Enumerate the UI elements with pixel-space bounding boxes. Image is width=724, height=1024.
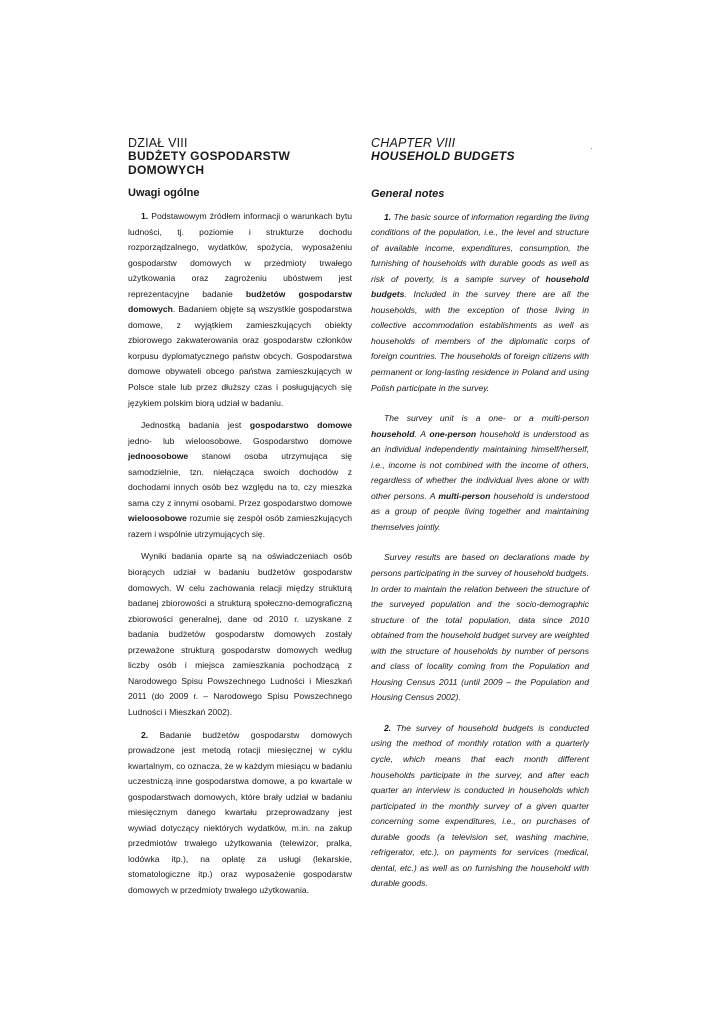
text: rozumie się zespół osób zamieszkujących razem i wspólnie utrzymujących się. <box>128 513 352 539</box>
chapter-title-en: HOUSEHOLD BUDGETS <box>371 149 515 163</box>
paragraph-3-pl: Wyniki badania oparte są na oświadczeniach osób biorących udział w badaniu budżetów gospodarstw domowych. W celu zachowania relacji między strukturą badanej zbiorowości a strukturą społeczno-demograficzną zbiorowości generalnej, dane od 2010 r. uzyskane z badania budżetów gospodarstw domowych zostały przeważone strukturą gospodarstw domowych według liczby osób i miejsca zamieszkania pochodzącą z Narodowego Spisu Powszechnego Ludności i Mieszkań 2011 (do 2009 r. – Narodowego Spisu Powszechnego Ludności i Mieszkań 2002). <box>128 551 352 717</box>
notes-heading-en: General notes <box>371 187 445 200</box>
term: wieloosobowe <box>128 513 187 524</box>
text: The survey unit is a one- or a multi-person <box>384 413 589 424</box>
text: Jednostką badania jest <box>141 420 250 431</box>
text: The survey of household budgets is conducted using the method of monthly rotation with a quarterly cycle, which means that each month different households participate in the survey, and after each quarter an interview is conducted in households which participated in the monthly survey of a given quarter concerning some expenditures, i.e., on purchases of durable goods (a television set, washing machine, refrigerator, etc.), on payments for services (medical, dental, etc.) as well as on furnishing the household with durable goods. <box>371 722 589 889</box>
paragraph-number: 1. <box>141 211 149 221</box>
spacer <box>371 396 589 411</box>
term: household <box>371 428 415 439</box>
term: budżetów gospodarstw domowych <box>128 288 352 315</box>
term: one-person <box>429 428 477 439</box>
term: gospodarstwo domowe <box>249 420 352 431</box>
paragraph-2-en <box>371 411 589 535</box>
paragraph-1-pl <box>128 209 352 411</box>
notes-heading-pl: Uwagi ogólne <box>128 187 200 199</box>
paragraph-1-en <box>371 210 589 397</box>
text: The basic source of information regarding the living conditions of the population, i.e., the level and structure of available income, expenditures, consumption, the furnishing of households with durable goods as well as risk of poverty, is a sample survey of <box>371 211 589 284</box>
text: . A <box>414 428 430 439</box>
chapter-title-pl: BUDŻETY GOSPODARSTW DOMOWYCH <box>128 149 291 177</box>
polish-column <box>128 136 352 906</box>
text: . Included in the survey there are all the households, with the exception of those living in collective accommodation establishments as well as households of members of the diplomatic corps of foreign countries. The households of foreign citizens with permanent or long-lasting residence in Poland and using Polish participate in the survey. <box>371 289 589 393</box>
term: multi-person <box>438 490 491 501</box>
text: Badanie budżetów gospodarstw domowych prowadzone jest metodą rotacji miesięcznej w cyklu kwartalnym, co oznacza, że w każdym miesiącu w badaniu uczestniczą inne gospodarstwa domowe, a po kwartale w gospodarstwach domowych, które brały udział w badaniu miesięcznym danego kwartału przeprowadzany jest wywiad dotyczący niektórych wydatków, m.in. na zakup przedmiotów trwałego użytkowania (telewizor, pralka, lodówka itp.), na opłatę za usługi (lekarskie, stomatologiczne itp.) oraz wyposażenie gospodarstw domowych w przedmioty trwałego użytkowania. <box>128 729 353 895</box>
text: household is understood as a group of people living together and maintaining themselves jointly. <box>371 490 589 532</box>
paragraph-number: 1. <box>384 211 392 222</box>
english-column <box>371 136 589 892</box>
paragraph-2-pl <box>128 418 352 542</box>
chapter-number-pl: DZIAŁ VIII <box>128 136 188 150</box>
paragraph-4-en <box>371 721 589 892</box>
page-mark <box>591 148 592 149</box>
term: jednoosobowe <box>128 451 189 462</box>
paragraph-number: 2. <box>384 722 392 733</box>
text: jedno- lub wieloosobowe. Gospodarstwo domowe <box>128 435 352 446</box>
text: . Badaniem objęte są wszystkie gospodarstwa domowe, z wyjątkiem zamieszkujących obiekty zbiorowego zakwaterowania oraz gospodarstw członków korpusu dyplomatycznego państw obcych. Gospodarstwa domowe obywateli obcego państwa zamieszkujących w Polsce stale lub przez dłuższy czas i posługujących się językiem polskim biorą udział w badaniu. <box>128 304 352 408</box>
spacer <box>371 535 589 550</box>
spacer <box>371 706 589 721</box>
text: household is understood as an individual independently maintaining himself/herself, i.e., income is not combined with the income of others, regardless of whether the individual lives alone or with other persons. A <box>371 428 589 501</box>
paragraph-3-en: Survey results are based on declarations made by persons participating in the survey of household budgets. In order to maintain the relation between the structure of the surveyed population and the socio-demographic structure of the total population, data since 2010 obtained from the household budget survey are weighted with the structure of households by number of persons and class of locality coming from the Population and Housing Census 2011 (until 2009 – the Population and Housing Census 2002). <box>371 552 589 703</box>
paragraph-4-pl <box>128 728 352 899</box>
term: household budgets <box>371 273 589 300</box>
chapter-number-en: CHAPTER VIII <box>371 136 456 150</box>
text: stanowi osoba utrzymująca się samodzielnie, tzn. niełącząca swoich dochodów z dochodami innych osób bez względu na to, czy mieszka sama czy z innymi osobami. Przez gospodarstwo domowe <box>128 451 352 508</box>
paragraph-number: 2. <box>141 729 149 740</box>
text: Podstawowym źródłem informacji o warunkach bytu ludności, tj. poziomie i strukturze dochodu rozporządzalnego, wydatków, spożycia, wyposażeniu gospodarstw domowych w przedmioty trwałego użytkowania oraz zagrożeniu ubóstwem jest reprezentacyjne badanie <box>128 211 352 299</box>
